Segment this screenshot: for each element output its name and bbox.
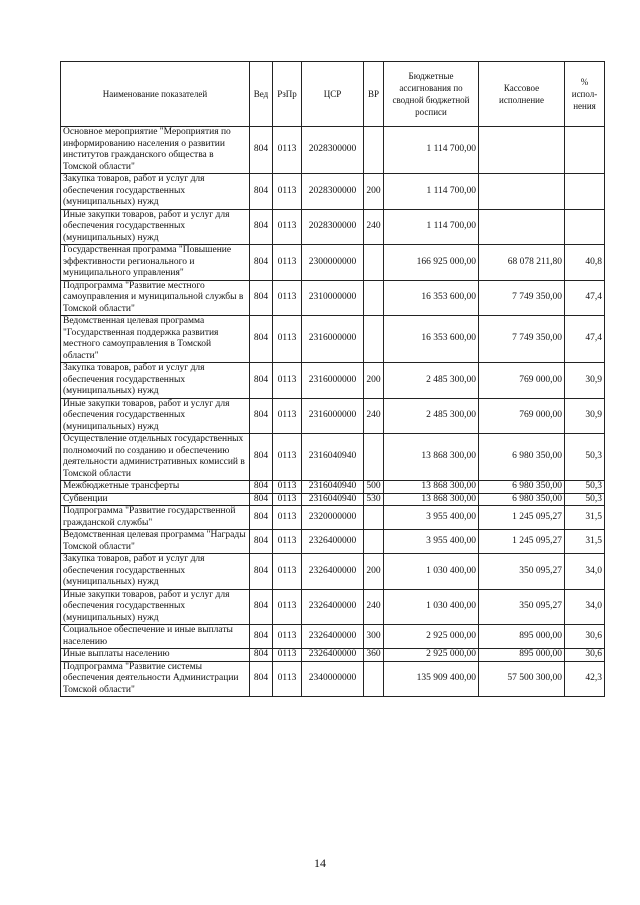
page-number: 14	[314, 856, 326, 870]
table-cell-assignments: 1 114 700,00	[384, 209, 479, 245]
table-cell-name: Иные закупки товаров, работ и услуг для обеспечения государственных (муниципальных) нужд	[61, 209, 250, 245]
table-cell-rzpr: 0113	[273, 209, 302, 245]
table-cell-cash	[479, 174, 565, 210]
table-cell-assignments: 166 925 000,00	[384, 245, 479, 281]
table-cell-percent	[565, 209, 605, 245]
table-cell-name: Ведомственная целевая программа "Государственная поддержка развития местного самоуправления в Томской области"	[61, 316, 250, 363]
table-cell-name: Осуществление отдельных государственных полномочий по созданию и обеспечению деятельности административных комиссий в Томской области	[61, 434, 250, 481]
table-cell-assignments: 13 868 300,00	[384, 481, 479, 494]
table-cell-ved: 804	[250, 174, 273, 210]
table-cell-cash: 350 095,27	[479, 554, 565, 590]
header-vr: ВР	[364, 62, 384, 127]
table-cell-ved: 804	[250, 530, 273, 554]
table-cell-assignments: 2 485 300,00	[384, 363, 479, 399]
table-cell-vr: 200	[364, 363, 384, 399]
table-cell-csr: 2326400000	[302, 625, 364, 649]
table-cell-csr: 2320000000	[302, 506, 364, 530]
table-cell-csr: 2326400000	[302, 530, 364, 554]
table-cell-vr: 200	[364, 174, 384, 210]
table-row	[61, 625, 605, 649]
table-row	[61, 434, 605, 481]
table-cell-cash: 7 749 350,00	[479, 316, 565, 363]
table-cell-cash: 895 000,00	[479, 625, 565, 649]
table-cell-percent: 47,4	[565, 280, 605, 316]
table-cell-csr: 2316000000	[302, 316, 364, 363]
table-cell-assignments: 13 868 300,00	[384, 434, 479, 481]
table-cell-csr: 2316040940	[302, 434, 364, 481]
table-cell-csr: 2316040940	[302, 493, 364, 506]
table-cell-assignments: 1 030 400,00	[384, 589, 479, 625]
table-cell-ved: 804	[250, 316, 273, 363]
table-cell-ved: 804	[250, 589, 273, 625]
table-cell-ved: 804	[250, 398, 273, 434]
table-cell-csr: 2300000000	[302, 245, 364, 281]
header-assignments: Бюджетные ассигнования по сводной бюджетной росписи	[384, 62, 479, 127]
table-cell-ved: 804	[250, 506, 273, 530]
table-cell-ved: 804	[250, 625, 273, 649]
table-cell-percent: 30,6	[565, 649, 605, 662]
table-cell-cash	[479, 209, 565, 245]
header-csr: ЦСР	[302, 62, 364, 127]
table-cell-rzpr: 0113	[273, 434, 302, 481]
table-cell-percent: 30,6	[565, 625, 605, 649]
table-cell-rzpr: 0113	[273, 649, 302, 662]
table-cell-assignments: 1 114 700,00	[384, 174, 479, 210]
table-cell-assignments: 3 955 400,00	[384, 530, 479, 554]
table-row	[61, 649, 605, 662]
table-cell-vr: 530	[364, 493, 384, 506]
table-cell-name: Иные выплаты населению	[61, 649, 250, 662]
table-cell-vr: 500	[364, 481, 384, 494]
table-cell-cash: 6 980 350,00	[479, 434, 565, 481]
table-cell-name: Подпрограмма "Развитие системы обеспечения деятельности Администрации Томской области"	[61, 661, 250, 697]
table-cell-name: Закупка товаров, работ и услуг для обеспечения государственных (муниципальных) нужд	[61, 554, 250, 590]
table-cell-ved: 804	[250, 493, 273, 506]
table-cell-name: Подпрограмма "Развитие местного самоуправления и муниципальной службы в Томской области"	[61, 280, 250, 316]
table-cell-assignments: 2 925 000,00	[384, 625, 479, 649]
table-cell-percent	[565, 127, 605, 174]
table-cell-rzpr: 0113	[273, 316, 302, 363]
table-cell-percent: 31,5	[565, 530, 605, 554]
table-cell-percent: 50,3	[565, 481, 605, 494]
table-cell-assignments: 135 909 400,00	[384, 661, 479, 697]
table-row	[61, 554, 605, 590]
table-cell-name: Иные закупки товаров, работ и услуг для обеспечения государственных (муниципальных) нужд	[61, 398, 250, 434]
table-cell-cash: 350 095,27	[479, 589, 565, 625]
table-cell-name: Государственная программа "Повышение эффективности регионального и муниципального управления"	[61, 245, 250, 281]
table-cell-ved: 804	[250, 209, 273, 245]
table-cell-rzpr: 0113	[273, 245, 302, 281]
table-cell-percent: 34,0	[565, 589, 605, 625]
table-cell-csr: 2028300000	[302, 209, 364, 245]
table-cell-rzpr: 0113	[273, 127, 302, 174]
table-cell-percent: 50,3	[565, 493, 605, 506]
table-cell-rzpr: 0113	[273, 589, 302, 625]
table-row	[61, 398, 605, 434]
table-cell-rzpr: 0113	[273, 363, 302, 399]
table-cell-csr: 2316000000	[302, 363, 364, 399]
table-cell-csr: 2340000000	[302, 661, 364, 697]
table-cell-name: Межбюджетные трансферты	[61, 481, 250, 494]
budget-table	[60, 61, 605, 697]
table-cell-csr: 2316040940	[302, 481, 364, 494]
table-cell-name: Иные закупки товаров, работ и услуг для обеспечения государственных (муниципальных) нужд	[61, 589, 250, 625]
header-row	[61, 62, 605, 127]
table-cell-ved: 804	[250, 245, 273, 281]
table-cell-name: Подпрограмма "Развитие государственной гражданской службы"	[61, 506, 250, 530]
header-name: Наименование показателей	[61, 62, 250, 127]
table-cell-rzpr: 0113	[273, 554, 302, 590]
table-cell-ved: 804	[250, 649, 273, 662]
table-cell-cash: 1 245 095,27	[479, 530, 565, 554]
table-cell-vr: 200	[364, 554, 384, 590]
table-cell-percent	[565, 174, 605, 210]
table-cell-name: Ведомственная целевая программа "Награды Томской области"	[61, 530, 250, 554]
table-row	[61, 174, 605, 210]
table-cell-assignments: 3 955 400,00	[384, 506, 479, 530]
table-cell-csr: 2326400000	[302, 649, 364, 662]
table-cell-vr	[364, 127, 384, 174]
table-cell-cash: 6 980 350,00	[479, 481, 565, 494]
table-cell-rzpr: 0113	[273, 481, 302, 494]
table-cell-vr: 240	[364, 398, 384, 434]
table-row	[61, 127, 605, 174]
table-cell-vr	[364, 280, 384, 316]
table-cell-name: Основное мероприятие "Мероприятия по информированию населения о развитии институтов гражданского общества в Томской области"	[61, 127, 250, 174]
table-cell-assignments: 2 925 000,00	[384, 649, 479, 662]
table-cell-csr: 2028300000	[302, 127, 364, 174]
table-cell-ved: 804	[250, 481, 273, 494]
table-cell-ved: 804	[250, 280, 273, 316]
table-cell-percent: 40,8	[565, 245, 605, 281]
table-cell-rzpr: 0113	[273, 625, 302, 649]
table-cell-vr: 240	[364, 209, 384, 245]
table-cell-vr: 360	[364, 649, 384, 662]
table-row	[61, 493, 605, 506]
table-cell-rzpr: 0113	[273, 506, 302, 530]
table-cell-cash: 6 980 350,00	[479, 493, 565, 506]
table-cell-vr	[364, 530, 384, 554]
table-cell-ved: 804	[250, 554, 273, 590]
table-cell-cash	[479, 127, 565, 174]
table-row	[61, 280, 605, 316]
table-cell-vr: 240	[364, 589, 384, 625]
table-cell-vr	[364, 661, 384, 697]
table-cell-csr: 2316000000	[302, 398, 364, 434]
table-cell-cash: 68 078 211,80	[479, 245, 565, 281]
table-cell-csr: 2028300000	[302, 174, 364, 210]
table-cell-percent: 50,3	[565, 434, 605, 481]
table-cell-percent: 47,4	[565, 316, 605, 363]
table-cell-ved: 804	[250, 434, 273, 481]
table-cell-rzpr: 0113	[273, 280, 302, 316]
table-cell-ved: 804	[250, 127, 273, 174]
table-row	[61, 530, 605, 554]
table-cell-vr	[364, 434, 384, 481]
header-rzpr: РзПр	[273, 62, 302, 127]
table-cell-assignments: 13 868 300,00	[384, 493, 479, 506]
table-cell-assignments: 16 353 600,00	[384, 280, 479, 316]
table-cell-cash: 7 749 350,00	[479, 280, 565, 316]
table-cell-assignments: 2 485 300,00	[384, 398, 479, 434]
table-row	[61, 316, 605, 363]
table-cell-csr: 2310000000	[302, 280, 364, 316]
table-cell-cash: 1 245 095,27	[479, 506, 565, 530]
table-cell-assignments: 16 353 600,00	[384, 316, 479, 363]
table-cell-csr: 2326400000	[302, 554, 364, 590]
table-row	[61, 506, 605, 530]
table-cell-percent: 34,0	[565, 554, 605, 590]
header-cash: Кассовое исполнение	[479, 62, 565, 127]
table-row	[61, 363, 605, 399]
table-cell-csr: 2326400000	[302, 589, 364, 625]
table-cell-percent: 30,9	[565, 398, 605, 434]
table-cell-rzpr: 0113	[273, 174, 302, 210]
table-cell-cash: 895 000,00	[479, 649, 565, 662]
table-row	[61, 245, 605, 281]
table-cell-percent: 31,5	[565, 506, 605, 530]
header-percent: % испол-нения	[565, 62, 605, 127]
table-cell-vr	[364, 506, 384, 530]
table-row	[61, 661, 605, 697]
table-row	[61, 589, 605, 625]
table-cell-percent: 30,9	[565, 363, 605, 399]
table-row	[61, 209, 605, 245]
table-cell-rzpr: 0113	[273, 398, 302, 434]
table-cell-rzpr: 0113	[273, 661, 302, 697]
table-cell-name: Закупка товаров, работ и услуг для обеспечения государственных (муниципальных) нужд	[61, 363, 250, 399]
table-cell-name: Субвенции	[61, 493, 250, 506]
table-cell-rzpr: 0113	[273, 530, 302, 554]
table-cell-assignments: 1 030 400,00	[384, 554, 479, 590]
table-cell-ved: 804	[250, 661, 273, 697]
header-ved: Вед	[250, 62, 273, 127]
table-cell-ved: 804	[250, 363, 273, 399]
table-cell-cash: 769 000,00	[479, 398, 565, 434]
table-cell-name: Закупка товаров, работ и услуг для обеспечения государственных (муниципальных) нужд	[61, 174, 250, 210]
table-cell-assignments: 1 114 700,00	[384, 127, 479, 174]
table-cell-cash: 769 000,00	[479, 363, 565, 399]
table-cell-percent: 42,3	[565, 661, 605, 697]
table-cell-vr	[364, 245, 384, 281]
table-cell-cash: 57 500 300,00	[479, 661, 565, 697]
table-cell-vr	[364, 316, 384, 363]
table-cell-vr: 300	[364, 625, 384, 649]
table-cell-rzpr: 0113	[273, 493, 302, 506]
table-cell-name: Социальное обеспечение и иные выплаты населению	[61, 625, 250, 649]
table-row	[61, 481, 605, 494]
